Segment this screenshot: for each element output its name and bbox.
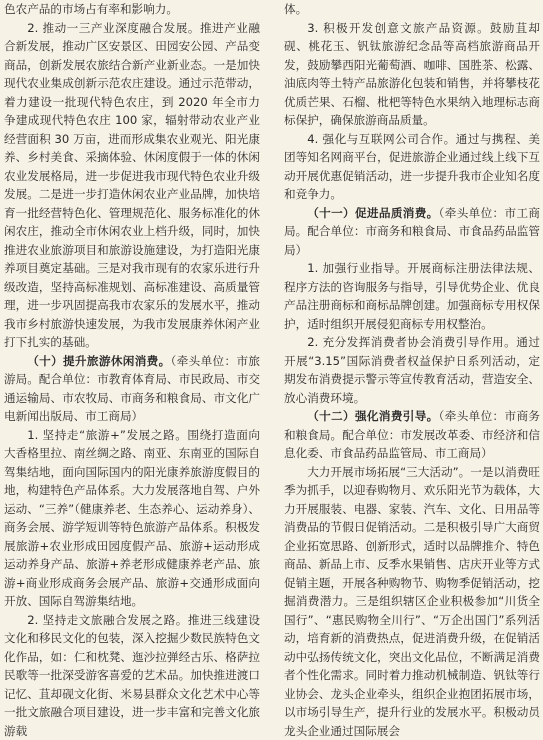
body-paragraph: 2. 充分发挥消费者协会消费引导作用。通过开展“3.15”国际消费者权益保护日系列活动，定期发布消费提示警示等宣传教育活动，营造安全、放心消费环境。 xyxy=(284,333,540,407)
section-heading-detail: （牵头单位：市旅游局。配合单位：市教育体育局、市民政局、市交通运输局、市农牧局、市商务和粮食局、市文化广电新闻出版局、市工商局） xyxy=(4,354,260,424)
body-paragraph: 4. 强化与互联网公司合作。通过与携程、美团等知名网商平台，促进旅游企业通过线上线下互动开展优惠促销活动，进一步提升我市企业知名度和竞争力。 xyxy=(284,130,540,204)
body-paragraph: 大力开展市场拓展“三大活动”。一是以消费旺季为抓手，以迎春购物月、欢乐阳光节为载体，大力开展服装、电器、家装、汽车、文化、日用品等消费品的节假日促销活动。二是积极引导广大商贸企业拓宽思路、创新形式，适时以品牌推介、特色商品、新品上市、反季水果销售、店庆开业等方式促销主题，开展各种购物节、购物季促销活动，挖掘消费潜力。三是组织辖区企业积极参加“川货全国行”、“惠民购物全川行”、“万企出国门”系列活动，培育新的消费热点，促进消费升级，在促销活动中弘扬传统文化，突出文化品位，不断满足消费者个性化需求。同时着力推动机械制造、钒钛等行业协会、龙头企业牵头，组织企业抱团拓展市场，以市场引导生产，提升行业的发展水平。积极动员龙头企业通过国际展会 xyxy=(284,463,540,740)
section-heading-paragraph xyxy=(4,352,260,426)
body-paragraph: 色农产品的市场占有率和影响力。 xyxy=(4,0,260,19)
right-column xyxy=(284,0,540,740)
section-heading: （十一）促进品质消费。 xyxy=(307,206,438,220)
body-paragraph: 3. 积极开发创意文旅产品资源。鼓励苴却砚、桃花玉、钒钛旅游纪念品等高档旅游商品开发，鼓励攀西阳光葡萄酒、咖啡、国胜茶、松露、油底肉等土特产品旅游化包装和销售，并将攀枝花优质芒果、石榴、枇杷等特色水果纳入地理标志商标保护，确保旅游商品质量。 xyxy=(284,19,540,130)
left-column xyxy=(4,0,260,740)
body-paragraph: 2. 坚持走文旅融合发展之路。推进三线建设文化和移民文化的包装，深入挖掘少数民族特色文化作品，如：仁和枕凳、迤沙拉弹经古乐、格萨拉民歌等一批深受游客喜爱的艺术品。加快推进渡口记忆、苴却砚文化街、米易县群众文化艺术中心等一批文旅融合项目建设，进一步丰富和完善文化旅游载 xyxy=(4,611,260,740)
section-heading-detail: （牵头单位：市商务和粮食局。配合单位：市发展改革委、市经济和信息化委、市食品药品监管局、市工商局） xyxy=(284,409,540,460)
body-paragraph: 体。 xyxy=(284,0,540,19)
body-paragraph: 1. 坚持走“旅游+”发展之路。围绕打造面向大香格里拉、南丝绸之路、南亚、东南亚的国际自驾集结地，面向国际国内的阳光康养旅游度假目的地，构建特色产品体系。大力发展落地自驾、户外运动、“三养”（健康养老、生态养心、运动养身）、商务会展、游学短训等特色旅游产品体系。积极发展旅游+农业形成田园度假产品、旅游+运动形成运动养身产品、旅游+养老形成健康养老产品、旅游+商业形成商务会展产品、旅游+交通形成面向开放、国际自驾游集结地。 xyxy=(4,426,260,611)
section-heading-paragraph xyxy=(284,204,540,260)
body-paragraph: 2. 推动一三产业深度融合发展。推进产业融合新发展，推动广区安景区、田园安公园、产品变商品，创新发展农旅结合新产业新业态。一是加快现代农业集成创新示范农庄建设。通过示范带动，着力建设一批现代特色农庄，到 2020 年全市力争建成现代特色农庄 100 家，辐射带动农业产业经营面积 30 万亩，进而形成集农业观光、阳光康养、乡村美食、采摘体验、休闲度假于一体的休闲农业发展格局，进一步促进我市现代特色农业升级发展。二是进一步打造休闲农业产业品牌，加快培育一批经营特色化、管理规范化、服务标准化的休闲农庄，推动全市休闲农业上档升级，同时，加快推进农业旅游项目和旅游设施建设，为打造阳光康养项目奠定基础。三是对我市现有的农家乐进行升级改造，坚持高标准规划、高标准建设、高质量管理，进一步巩固提高我市农家乐的发展水平，推动我市乡村旅游快速发展，为我市发展康养休闲产业打下扎实的基础。 xyxy=(4,19,260,352)
section-heading-paragraph xyxy=(284,407,540,463)
section-heading-detail: （牵头单位：市工商局。配合单位：市商务和粮食局、市食品药品监管局） xyxy=(284,206,540,257)
section-heading: （十）提升旅游休闲消费。 xyxy=(27,354,170,368)
section-heading: （十二）强化消费引导。 xyxy=(307,409,438,423)
body-paragraph: 1. 加强行业指导。开展商标注册法律法规、程序方法的咨询服务与指导，引导优势企业、优良产品注册商标和商标品牌创建。加强商标专用权保护，适时组织开展侵犯商标专用权整治。 xyxy=(284,259,540,333)
